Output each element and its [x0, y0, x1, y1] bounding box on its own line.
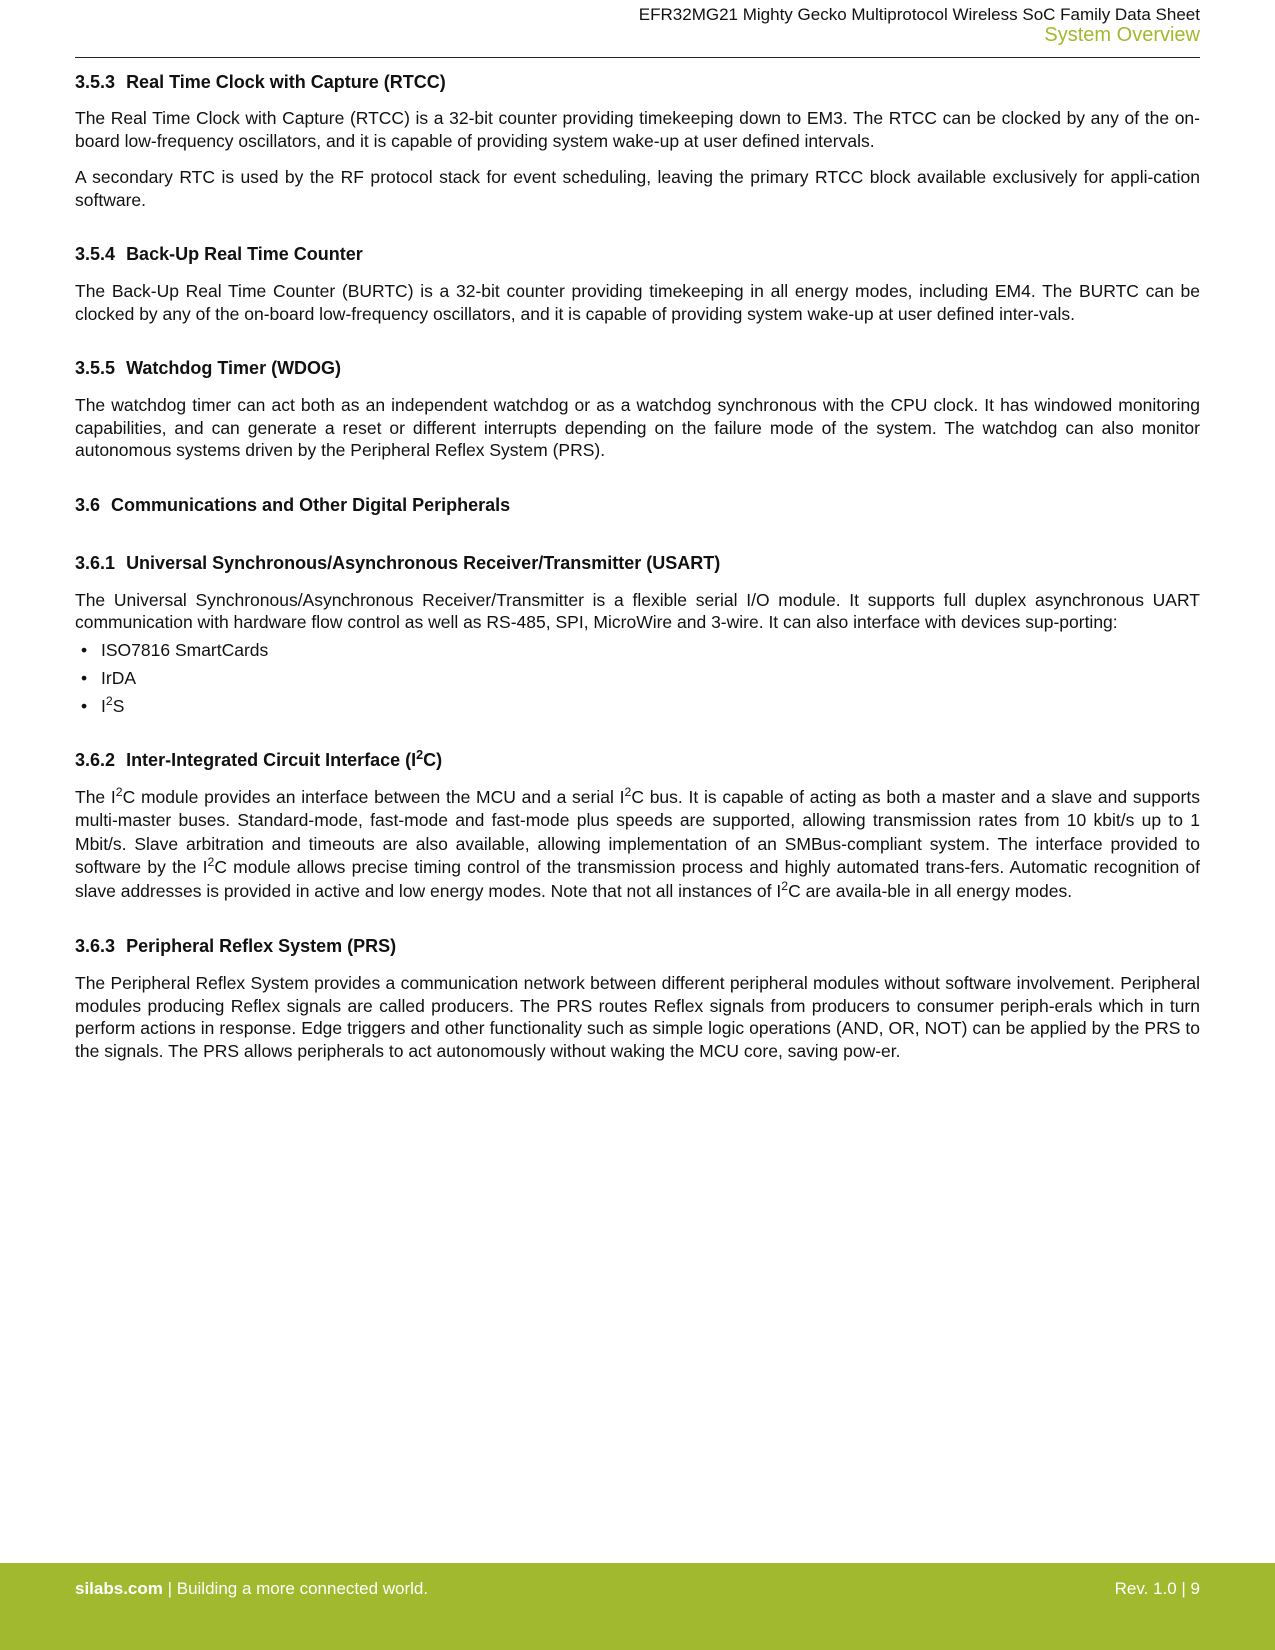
rtcc-paragraph-1: The Real Time Clock with Capture (RTCC) is a 32-bit counter providing timekeeping down to EM3. The RTCC can be clocked by any of the on-board low-frequency oscillators, and it is capable of providing system wake-up at user defined intervals.: [75, 108, 1200, 151]
heading-title: C): [423, 749, 443, 770]
heading-title: Real Time Clock with Capture (RTCC): [126, 72, 446, 92]
heading-number: 3.6.2: [75, 749, 116, 770]
heading-number: 3.6: [75, 494, 101, 515]
heading-3-6: [75, 493, 1200, 517]
heading-3-5-5: [75, 356, 1200, 380]
text-run: C module allows precise timing control of the transmission process and highly automated trans-fers. Automatic recognition of slave addresses is provided in active and low energy modes. Note that not all instances of I: [75, 857, 1200, 901]
heading-3-6-1: [75, 551, 1200, 575]
list-item-text: I: [101, 695, 106, 716]
rtcc-paragraph-2: A secondary RTC is used by the RF protocol stack for event scheduling, leaving the primary RTCC block available exclusively for appli-cation software.: [75, 167, 1200, 210]
list-item-text: ISO7816 SmartCards: [101, 639, 269, 660]
footer-tagline: [75, 1579, 428, 1599]
superscript: 2: [781, 878, 789, 893]
usart-bullet-list: [75, 639, 1200, 717]
list-item: [75, 667, 1200, 689]
usart-paragraph: The Universal Synchronous/Asynchronous Receiver/Transmitter is a flexible serial I/O module. It supports full duplex asynchronous UART communication with hardware flow control as well as RS-485, SPI, MicroWire and 3-wire. It can also interface with devices sup-porting:: [75, 589, 1200, 632]
wdog-paragraph: The watchdog timer can act both as an independent watchdog or as a watchdog synchronous with the CPU clock. It has windowed monitoring capabilities, and can generate a reset or different interrupts depending on the failure mode of the system. The watchdog can also monitor autonomous systems driven by the Peripheral Reflex System (PRS).: [75, 395, 1200, 460]
heading-3-6-2: [75, 748, 1200, 772]
page-header: [75, 0, 1200, 58]
heading-title: Back-Up Real Time Counter: [126, 244, 363, 264]
heading-title: Inter-Integrated Circuit Interface (I: [126, 749, 417, 770]
superscript: 2: [105, 693, 113, 708]
superscript: 2: [207, 855, 215, 870]
document-title: EFR32MG21 Mighty Gecko Multiprotocol Wireless SoC Family Data Sheet: [638, 5, 1200, 24]
heading-title: Universal Synchronous/Asynchronous Receiver/Transmitter (USART): [126, 552, 721, 573]
superscript: 2: [416, 747, 424, 762]
heading-number: 3.6.3: [75, 936, 116, 956]
i2c-paragraph: [75, 786, 1200, 904]
text-run: C bus. It is capable of acting as both a master and a slave and supports multi-master buses. Standard-mode, fast-mode and fast-mode plus speeds are supported, allowing transmission rates from 10 kbit/s up to 1 Mbit/s. Slave arbitration and timeouts are also available, allowing implementation of an SMBus-compliant system. The interface provided to software by the I: [75, 786, 1200, 877]
bullet-dot: •: [81, 639, 88, 660]
footer-revision-page: Rev. 1.0 | 9: [1114, 1579, 1200, 1598]
section-label: System Overview: [1044, 24, 1200, 46]
heading-number: 3.5.4: [75, 244, 116, 264]
page-body: [75, 70, 1200, 1062]
bullet-dot: •: [81, 695, 88, 716]
list-item: [75, 639, 1200, 661]
heading-3-6-3: [75, 934, 1200, 958]
list-item-text: S: [112, 695, 125, 716]
bullet-dot: •: [81, 667, 88, 688]
list-item-text: IrDA: [101, 667, 136, 688]
text-run: The I: [75, 786, 116, 807]
superscript: 2: [115, 784, 123, 799]
heading-number: 3.6.1: [75, 552, 116, 573]
heading-3-5-3: [75, 70, 1200, 94]
heading-title: Communications and Other Digital Peripherals: [111, 494, 511, 515]
heading-title: Peripheral Reflex System (PRS): [126, 936, 397, 956]
superscript: 2: [624, 784, 632, 799]
page-footer: [0, 1563, 1275, 1650]
heading-title: Watchdog Timer (WDOG): [126, 358, 342, 378]
burtc-paragraph: The Back-Up Real Time Counter (BURTC) is a 32-bit counter providing timekeeping in all energy modes, including EM4. The BURTC can be clocked by any of the on-board low-frequency oscillators, and it is capable of providing system wake-up at user defined inter-vals.: [75, 281, 1200, 324]
prs-paragraph: The Peripheral Reflex System provides a communication network between different peripheral modules without software involvement. Peripheral modules producing Reflex signals are called producers. The PRS routes Reflex signals from producers to consumer periph-erals which in turn perform actions in response. Edge triggers and other functionality such as simple logic operations (AND, OR, NOT) can be applied by the PRS to the signals. The PRS allows peripherals to act autonomously without waking the MCU core, saving pow-er.: [75, 973, 1200, 1061]
heading-number: 3.5.3: [75, 72, 116, 92]
heading-3-5-4: [75, 242, 1200, 266]
text-run: C module provides an interface between the MCU and a serial I: [122, 786, 625, 807]
text-run: C are availa-ble in all energy modes.: [788, 880, 1073, 901]
footer-site-link[interactable]: silabs.com: [75, 1579, 163, 1598]
heading-number: 3.5.5: [75, 358, 116, 378]
list-item: [75, 695, 1200, 717]
footer-tagline-text: | Building a more connected world.: [162, 1579, 429, 1598]
